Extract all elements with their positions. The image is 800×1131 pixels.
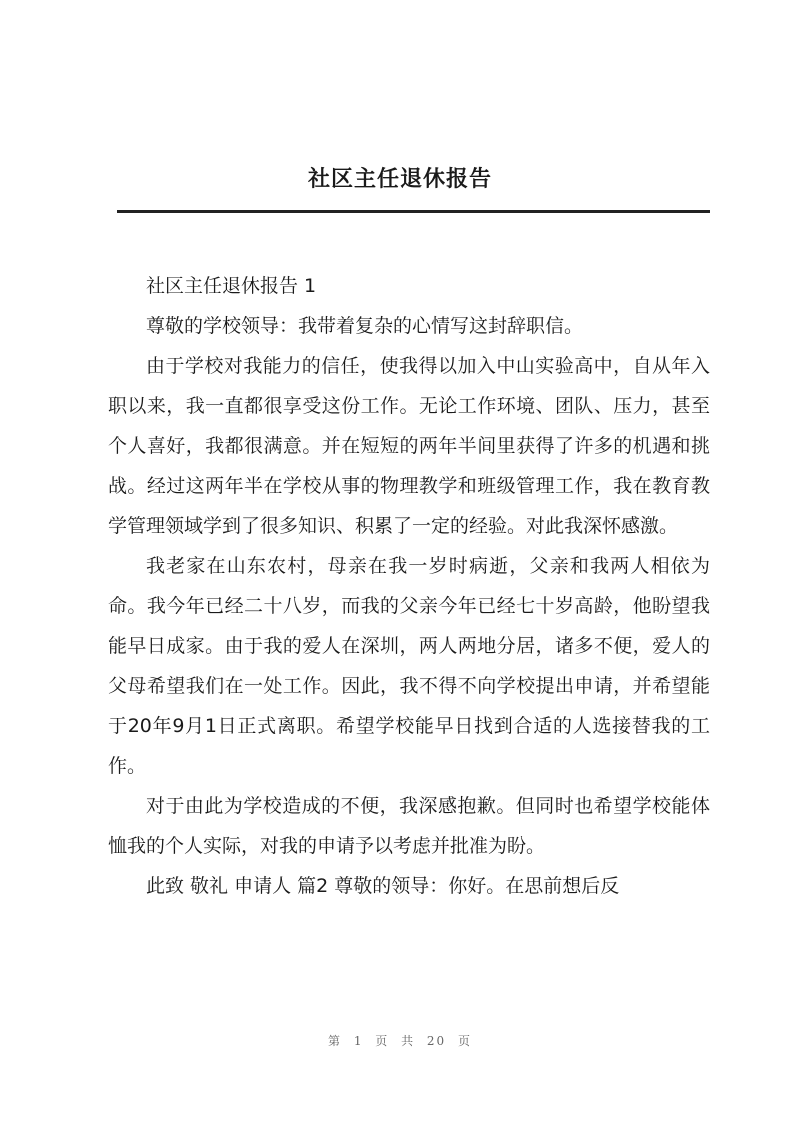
body-paragraph: 我老家在山东农村，母亲在我一岁时病逝，父亲和我两人相依为命。我今年已经二十八岁，而我的父亲今年已经七十岁高龄，他盼望我能早日成家。由于我的爱人在深圳，两人两地分居，诸多不便，爱人的父母希望我们在一处工作。因此，我不得不向学校提出申请，并希望能于20年9月1日正式离职。希望学校能早日找到合适的人选接替我的工作。	[108, 555, 710, 777]
body-paragraph: 由于学校对我能力的信任，使我得以加入中山实验高中，自从年入职以来，我一直都很享受这份工作。无论工作环境、团队、压力，甚至个人喜好，我都很满意。并在短短的两年半间里获得了许多的机遇和挑战。经过这两年半在学校从事的物理教学和班级管理工作，我在教育教学管理领域学到了很多知识、积累了一定的经验。对此我深怀感激。	[108, 355, 710, 537]
document-body	[108, 266, 710, 906]
document-title: 社区主任退休报告	[307, 166, 492, 192]
body-paragraph: 对于由此为学校造成的不便，我深感抱歉。但同时也希望学校能体恤我的个人实际，对我的申请予以考虑并批准为盼。	[108, 795, 710, 857]
title-divider	[117, 210, 710, 213]
section-heading: 社区主任退休报告 1	[146, 275, 317, 297]
closing-paragraph: 此致 敬礼 申请人 篇2 尊敬的领导：你好。在思前想后反	[146, 875, 620, 897]
page-number-footer: 第 1 页 共 20 页	[328, 1034, 472, 1048]
salutation-paragraph: 尊敬的学校领导：我带着复杂的心情写这封辞职信。	[146, 315, 584, 337]
